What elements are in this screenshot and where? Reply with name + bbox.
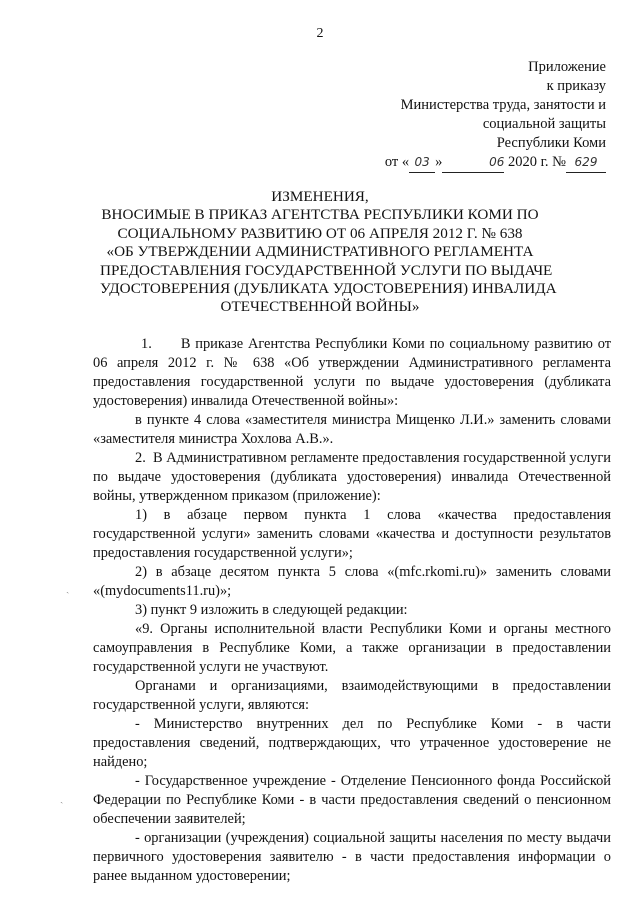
paragraph-6: 3) пункт 9 изложить в следующей редакции: bbox=[135, 602, 408, 618]
title-line: СОЦИАЛЬНОМУ РАЗВИТИЮ ОТ 06 АПРЕЛЯ 2012 Г. № 638 bbox=[117, 224, 523, 242]
title-line: УДОСТОВЕРЕНИЯ (ДУБЛИКАТА УДОСТОВЕРЕНИЯ) ИНВАЛИДА bbox=[100, 280, 557, 298]
handwritten-month: 06 bbox=[489, 155, 505, 169]
paragraph-3: 2. В Административном регламенте предоставления государственной услуги по выдаче удостоверения (дубликата удостоверения) инвалида Отечественной войны, утвержденном приказом (приложение): bbox=[93, 450, 611, 504]
title-line: ВНОСИМЫЕ В ПРИКАЗ АГЕНТСТВА РЕСПУБЛИКИ КОМИ ПО bbox=[101, 206, 539, 224]
date-prefix: от « bbox=[384, 154, 410, 170]
appendix-order-ref: к приказу bbox=[546, 78, 606, 94]
handwritten-number: 629 bbox=[574, 155, 598, 169]
paragraph-10: - Государственное учреждение - Отделение Пенсионного фонда Российской Федерации по Республике Коми - в части предоставления сведений о пенсионном обеспечении заявителей; bbox=[93, 773, 611, 827]
appendix-ministry-line2: социальной защиты bbox=[482, 116, 606, 132]
appendix-ministry-line1: Министерства труда, занятости и bbox=[400, 97, 606, 113]
handwritten-day: 03 bbox=[414, 155, 430, 169]
title-line: «ОБ УТВЕРЖДЕНИИ АДМИНИСТРАТИВНОГО РЕГЛАМЕНТА bbox=[106, 243, 534, 261]
paragraph-2: в пункте 4 слова «заместителя министра Мищенко Л.И.» заменить словами «заместителя министра Хохлова А.В.». bbox=[93, 412, 611, 447]
date-mid: » bbox=[435, 154, 443, 170]
page-number: 2 bbox=[316, 26, 324, 41]
paragraph-9: - Министерство внутренних дел по Республике Коми - в части предоставления сведений, подтверждающих, что утраченное удостоверение не найдено; bbox=[93, 716, 611, 770]
paragraph-8: Органами и организациями, взаимодействующими в предоставлении государственной услуги, являются: bbox=[93, 678, 611, 713]
title-line: ИЗМЕНЕНИЯ, bbox=[271, 188, 369, 205]
appendix-ministry-line3: Республики Коми bbox=[496, 135, 606, 151]
paragraph-7: «9. Органы исполнительной власти Республики Коми и органы местного самоуправления в Республике Коми, а также организации в предоставлении государственной услуги не участвуют. bbox=[93, 621, 611, 675]
appendix-date-line bbox=[346, 153, 606, 173]
title-line: ПРЕДОСТАВЛЕНИЯ ГОСУДАРСТВЕННОЙ УСЛУГИ ПО ВЫДАЧЕ bbox=[100, 261, 553, 279]
scan-speck: ˏ bbox=[60, 793, 64, 804]
paragraph-4: 1) в абзаце первом пункта 1 слова «качества предоставления государственной услуги» заменить словами «качества и доступности результатов предоставления государственной услуги»; bbox=[93, 507, 611, 561]
paragraph-11: - организации (учреждения) социальной защиты населения по месту выдачи первичного удостоверения заявителю - в части предоставления информации о ранее выданном удостоверении; bbox=[93, 830, 611, 884]
date-year: 2020 г. № bbox=[507, 154, 566, 170]
title-line: ОТЕЧЕСТВЕННОЙ ВОЙНЫ» bbox=[220, 298, 420, 316]
paragraph-5: 2) в абзаце десятом пункта 5 слова «(mfc.rkomi.ru)» заменить словами «(mydocuments11.ru)»; bbox=[93, 564, 611, 599]
document-title bbox=[100, 188, 557, 317]
paragraph-1: 1. В приказе Агентства Республики Коми по социальному развитию от 06 апреля 2012 г. № 638 «Об утверждении Административного регламента предоставления государственной услуги по выдаче удостоверения (дубликата удостоверения) инвалида Отечественной войны»: bbox=[93, 336, 611, 409]
appendix-header bbox=[346, 58, 606, 173]
document-body bbox=[93, 335, 611, 886]
scan-speck: ˎ bbox=[66, 583, 70, 594]
appendix-label: Приложение bbox=[528, 59, 606, 75]
